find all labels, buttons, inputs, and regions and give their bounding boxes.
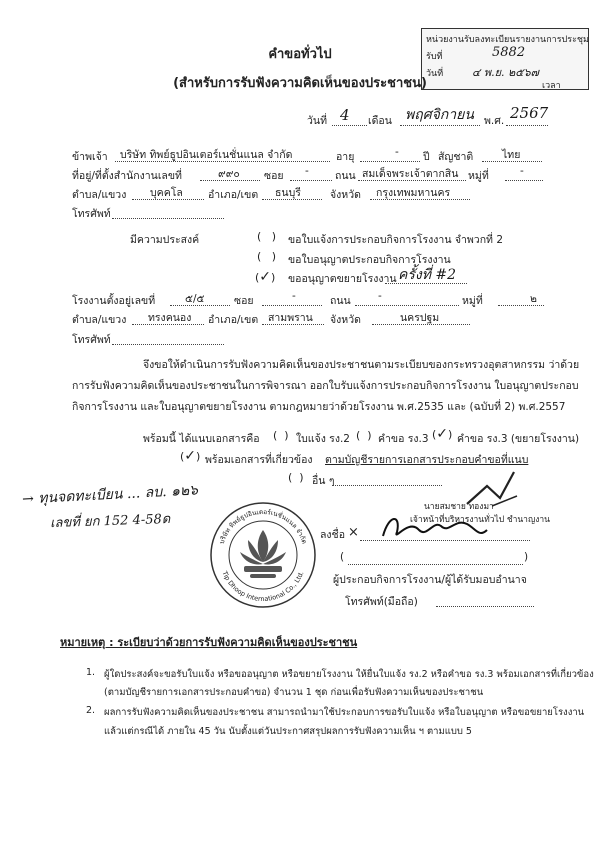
office-moo-label: หมู่ที่	[468, 170, 489, 182]
page-title: คำขอทั่วไป	[268, 47, 332, 62]
seal-text-bottom: Tip Dhoop International Co., Ltd.	[220, 570, 306, 604]
applicant-age-unit: ปี	[423, 151, 430, 163]
body-line3: กิจการโรงงาน และใบอนุญาตขยายโรงงาน ตามกฎหมายว่าด้วยโรงงาน พ.ศ.2535 และ (ฉบับที่ 2) พ.ศ.2557	[72, 401, 566, 413]
attachment-related-label: พร้อมเอกสารที่เกี่ยวข้อง	[205, 454, 313, 466]
note1-line1: ผู้ใดประสงค์จะขอรับใบแจ้ง หรือขออนุญาต หรือขยายโรงงาน ให้ยื่นใบแจ้ง รง.2 หรือคำขอ รง.3 พร้อมเอกสารที่เกี่ยวข้อง	[104, 669, 594, 680]
district-value: ธนบุรี	[275, 187, 301, 199]
office-soi-label: ซอย	[264, 170, 284, 182]
purpose-option3-label: ขออนุญาตขยายโรงงาน	[288, 273, 397, 285]
receipt-time-label: เวลา	[542, 81, 561, 91]
day-value: 4	[340, 106, 350, 124]
attachments-label: พร้อมนี้ ได้แนบเอกสารคือ	[143, 433, 260, 445]
month-label: เดือน	[368, 115, 392, 127]
purpose-option3-checkbox[interactable]: (✓)	[255, 269, 276, 285]
purpose-option2-checkbox[interactable]: ( )	[257, 250, 277, 263]
office-label: ที่อยู่/ที่ตั้งสำนักงานเลขที่	[72, 170, 182, 182]
subdistrict-value: บุคคโล	[150, 187, 183, 199]
subdistrict-label: ตำบล/แขวง	[72, 189, 127, 201]
body-line1: จึงขอให้ดำเนินการรับฟังความคิดเห็นของประชาชนตามระเบียบของกระทรวงอุตสาหกรรม ว่าด้วย	[143, 359, 580, 371]
factory-province-label: จังหวัด	[330, 314, 361, 326]
attachment-rng2-checkbox[interactable]: ( )	[273, 429, 289, 442]
handwritten-note-line1: → ทุนจดทะเบียน ... ลบ. ๑๒๖	[21, 482, 199, 508]
note1-number: 1.	[86, 667, 96, 678]
factory-soi-value: -	[292, 290, 296, 302]
receipt-no-label: รับที่	[426, 52, 443, 62]
province-value: กรุงเทพมหานคร	[376, 187, 451, 199]
applicant-name-label: ข้าพเจ้า	[72, 151, 108, 163]
company-seal	[208, 500, 318, 610]
nationality-label: สัญชาติ	[438, 151, 474, 163]
year-value: 2567	[510, 104, 549, 122]
signature-label: ลงชื่อ	[320, 529, 345, 541]
applicant-name-value: บริษัท ทิพย์ธูปอินเตอร์เนชั่นแนล จำกัด	[120, 149, 293, 161]
year-label: พ.ศ.	[484, 115, 505, 127]
attachment-rng3-checkbox[interactable]: ( )	[356, 429, 372, 442]
receipt-no-value: 5882	[492, 45, 526, 60]
signature-paren-close: )	[524, 551, 529, 563]
office-value: ๙๙๐	[218, 168, 240, 180]
attachment-other-checkbox[interactable]: ( )	[288, 471, 304, 484]
factory-subdistrict-label: ตำบล/แขวง	[72, 314, 127, 326]
applicant-age-label: อายุ	[336, 151, 355, 163]
attachment-rng3-expand-label: คำขอ รง.3 (ขยายโรงงาน)	[457, 433, 580, 445]
note1-line2: (ตามบัญชีรายการเอกสารประกอบคำขอ) จำนวน 1 ชุด ก่อนเพื่อรับฟังความเห็นของประชาชน	[104, 687, 484, 698]
factory-moo-value: ๒	[530, 293, 537, 305]
note2-line2: แล้วแต่กรณีได้ ภายใน 45 วัน นับตั้งแต่วันประกาศสรุปผลการรับฟังความเห็น ฯ ตามแบบ 5	[104, 726, 472, 737]
notes-heading: หมายเหตุ : ระเบียบว่าด้วยการรับฟังความคิดเห็นของประชาชน	[60, 636, 358, 649]
office-moo-value: -	[520, 165, 524, 177]
attachment-related-checkbox[interactable]: (✓)	[180, 448, 201, 464]
receipt-office: หน่วยงานรับลงทะเบียนรายงานการประชุม	[426, 35, 589, 45]
purpose-option3-note: ครั้งที่ #2	[398, 267, 457, 283]
purpose-option1-label: ขอใบแจ้งการประกอบกิจการโรงงาน จำพวกที่ 2	[288, 234, 503, 246]
applicant-signature-scribble	[375, 508, 495, 544]
factory-moo-label: หมู่ที่	[462, 295, 483, 307]
note2-line1: ผลการรับฟังความคิดเห็นของประชาชน สามารถนำมาใช้ประกอบการขอรับใบแจ้ง หรือใบอนุญาต หรือขอขยายโรงงาน	[104, 707, 585, 718]
purpose-option1-checkbox[interactable]: ( )	[257, 230, 277, 243]
receipt-date-label: วันที่	[426, 69, 444, 79]
purpose-label: มีความประสงค์	[130, 234, 200, 246]
province-label: จังหวัด	[330, 189, 361, 201]
factory-province-value: นครปฐม	[400, 312, 440, 324]
signature-paren-open: (	[340, 551, 345, 563]
factory-road-label: ถนน	[330, 295, 351, 307]
applicant-age-value: -	[395, 146, 399, 158]
officer-position: เจ้าหน้าที่บริหารงานทั่วไป ชำนาญงาน	[410, 515, 550, 525]
attachment-rng3-expand-check: ✓	[436, 426, 449, 442]
factory-district-label: อำเภอ/เขต	[208, 314, 259, 326]
factory-phone-label: โทรศัพท์	[72, 334, 111, 346]
attachment-related-check: ✓	[184, 448, 197, 464]
factory-subdistrict-value: ทรงคนอง	[148, 312, 192, 324]
office-road-label: ถนน	[335, 170, 356, 182]
officer-name: นายสมชาย ทองมา	[424, 502, 494, 512]
page-subtitle: (สำหรับการรับฟังความคิดเห็นของประชาชน)	[173, 76, 427, 91]
applicant-phone-label: โทรศัพท์	[72, 208, 111, 220]
factory-no-label: โรงงานตั้งอยู่เลขที่	[72, 295, 156, 307]
lotus-icon	[240, 530, 286, 578]
attachment-other-label: อื่น ๆ	[312, 475, 335, 487]
body-line2: การรับฟังความคิดเห็นของประชาชนในการพิจารณา ออกใบรับแจ้งการประกอบกิจการโรงงาน ใบอนุญาตประกอบ	[72, 380, 579, 392]
day-label: วันที่	[307, 115, 327, 127]
district-label: อำเภอ/เขต	[208, 189, 259, 201]
attachment-list-link[interactable]: ตามบัญชีรายการเอกสารประกอบคำขอที่แนบ	[325, 454, 529, 466]
nationality-value: ไทย	[502, 149, 521, 161]
attachment-rng3-expand-checkbox[interactable]: (✓)	[432, 426, 453, 442]
office-soi-value: -	[305, 165, 309, 177]
purpose-option3-check: ✓	[259, 269, 272, 285]
handwritten-note-line2: เลขที่ ยก 152 4-58ด	[49, 511, 171, 532]
office-road-value: สมเด็จพระเจ้าตากสิน	[362, 168, 459, 180]
factory-road-value: -	[378, 290, 382, 302]
receipt-date-value: ๔ พ.ย. ๒๕๖๗	[472, 66, 539, 79]
factory-no-value: ๕/๕	[185, 293, 205, 305]
factory-district-value: สามพราน	[268, 312, 313, 324]
seal-text-top: บริษัท ทิพย์ธูปอินเตอร์เนชั่นแนล จำกัด	[217, 507, 309, 545]
attachment-rng2-label: ใบแจ้ง รง.2	[296, 433, 350, 445]
month-value: พฤศจิกายน	[405, 107, 474, 123]
purpose-option2-label: ขอใบอนุญาตประกอบกิจการโรงงาน	[288, 254, 451, 266]
signature-caption-role: ผู้ประกอบกิจการโรงงาน/ผู้ได้รับมอบอำนาจ	[333, 574, 527, 586]
signature-caption-phone: โทรศัพท์(มือถือ)	[345, 596, 418, 608]
attachment-rng3-label: คำขอ รง.3	[378, 433, 429, 445]
factory-soi-label: ซอย	[234, 295, 254, 307]
note2-number: 2.	[86, 705, 96, 716]
signature-x-mark: ×	[348, 525, 359, 540]
